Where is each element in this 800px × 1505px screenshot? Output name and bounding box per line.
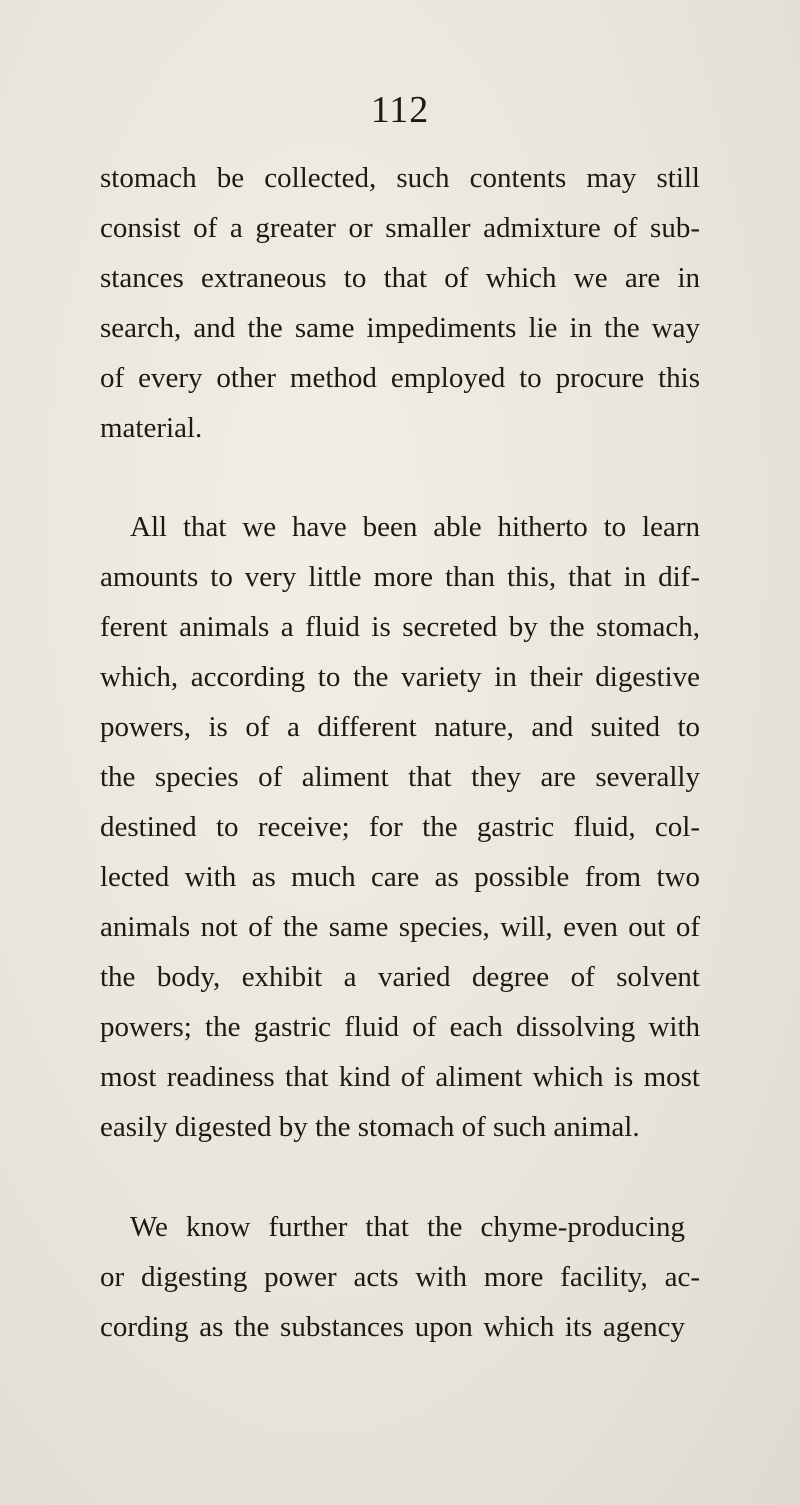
text-line: destined to receive; for the gastric fluid, col-: [100, 811, 700, 843]
text-line: amounts to very little more than this, that in dif-: [100, 561, 700, 593]
text-line: animals not of the same species, will, even out of: [100, 911, 700, 943]
text-line: material.: [100, 412, 203, 444]
text-line: or digesting power acts with more facility, ac-: [100, 1261, 700, 1293]
text-line: powers; the gastric fluid of each dissolving with: [100, 1011, 700, 1043]
text-line: the body, exhibit a varied degree of solvent: [100, 961, 700, 993]
text-line: which, according to the variety in their digestive: [100, 661, 700, 693]
text-line: ferent animals a fluid is secreted by the stomach,: [100, 611, 700, 643]
text-line: consist of a greater or smaller admixture of sub-: [100, 212, 700, 244]
text-line: easily digested by the stomach of such animal.: [100, 1111, 640, 1143]
text-line: powers, is of a different nature, and suited to: [100, 711, 700, 743]
text-line: lected with as much care as possible from two: [100, 861, 700, 893]
text-line: cording as the substances upon which its agency: [100, 1311, 685, 1343]
text-line: stomach be collected, such contents may still: [100, 162, 700, 194]
text-line: of every other method employed to procure this: [100, 362, 700, 394]
text-line: All that we have been able hitherto to learn: [130, 511, 700, 543]
text-line: the species of aliment that they are severally: [100, 761, 700, 793]
text-line: stances extraneous to that of which we are in: [100, 262, 700, 294]
page-number: 112: [370, 89, 430, 131]
text-line: search, and the same impediments lie in the way: [100, 312, 700, 344]
text-line: We know further that the chyme-producing: [130, 1211, 685, 1243]
text-line: most readiness that kind of aliment which is most: [100, 1061, 700, 1093]
